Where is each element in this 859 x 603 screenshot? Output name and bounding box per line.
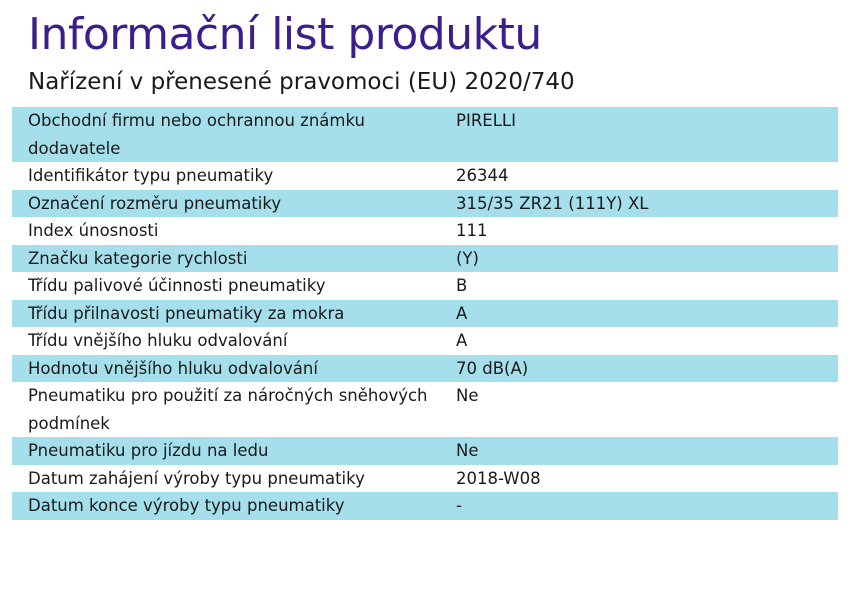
row-value: 315/35 ZR21 (111Y) XL xyxy=(440,190,838,218)
row-value: B xyxy=(440,272,838,300)
product-info-table xyxy=(12,107,838,520)
page-title: Informační list produktu xyxy=(28,9,542,60)
product-info-table-body xyxy=(12,107,838,520)
table-row xyxy=(12,107,838,162)
row-value: (Y) xyxy=(440,245,838,273)
table-row xyxy=(12,382,838,437)
row-value: 2018-W08 xyxy=(440,465,838,493)
row-label: Třídu palivové účinnosti pneumatiky xyxy=(12,272,440,300)
row-label: Označení rozměru pneumatiky xyxy=(12,190,440,218)
table-row xyxy=(12,437,838,465)
row-value: 70 dB(A) xyxy=(440,355,838,383)
row-value: Ne xyxy=(440,437,838,465)
table-row xyxy=(12,272,838,300)
row-value: A xyxy=(440,300,838,328)
row-value: 111 xyxy=(440,217,838,245)
row-label: Hodnotu vnějšího hluku odvalování xyxy=(12,355,440,383)
table-row xyxy=(12,190,838,218)
table-row xyxy=(12,327,838,355)
row-label: Datum zahájení výroby typu pneumatiky xyxy=(12,465,440,493)
row-label: Pneumatiku pro použití za náročných sněhových podmínek xyxy=(12,382,440,437)
row-value: Ne xyxy=(440,382,838,437)
table-row xyxy=(12,245,838,273)
regulation-subtitle: Nařízení v přenesené pravomoci (EU) 2020/740 xyxy=(28,69,575,95)
row-label: Pneumatiku pro jízdu na ledu xyxy=(12,437,440,465)
row-label: Obchodní firmu nebo ochrannou známku dodavatele xyxy=(12,107,440,162)
row-value: 26344 xyxy=(440,162,838,190)
table-row xyxy=(12,492,838,520)
row-value: PIRELLI xyxy=(440,107,838,162)
table-row xyxy=(12,355,838,383)
row-label: Index únosnosti xyxy=(12,217,440,245)
table-row xyxy=(12,217,838,245)
row-label: Třídu přilnavosti pneumatiky za mokra xyxy=(12,300,440,328)
row-label: Datum konce výroby typu pneumatiky xyxy=(12,492,440,520)
table-row xyxy=(12,162,838,190)
row-value: A xyxy=(440,327,838,355)
row-label: Identifikátor typu pneumatiky xyxy=(12,162,440,190)
row-label: Třídu vnějšího hluku odvalování xyxy=(12,327,440,355)
table-row xyxy=(12,465,838,493)
table-row xyxy=(12,300,838,328)
row-label: Značku kategorie rychlosti xyxy=(12,245,440,273)
row-value: - xyxy=(440,492,838,520)
